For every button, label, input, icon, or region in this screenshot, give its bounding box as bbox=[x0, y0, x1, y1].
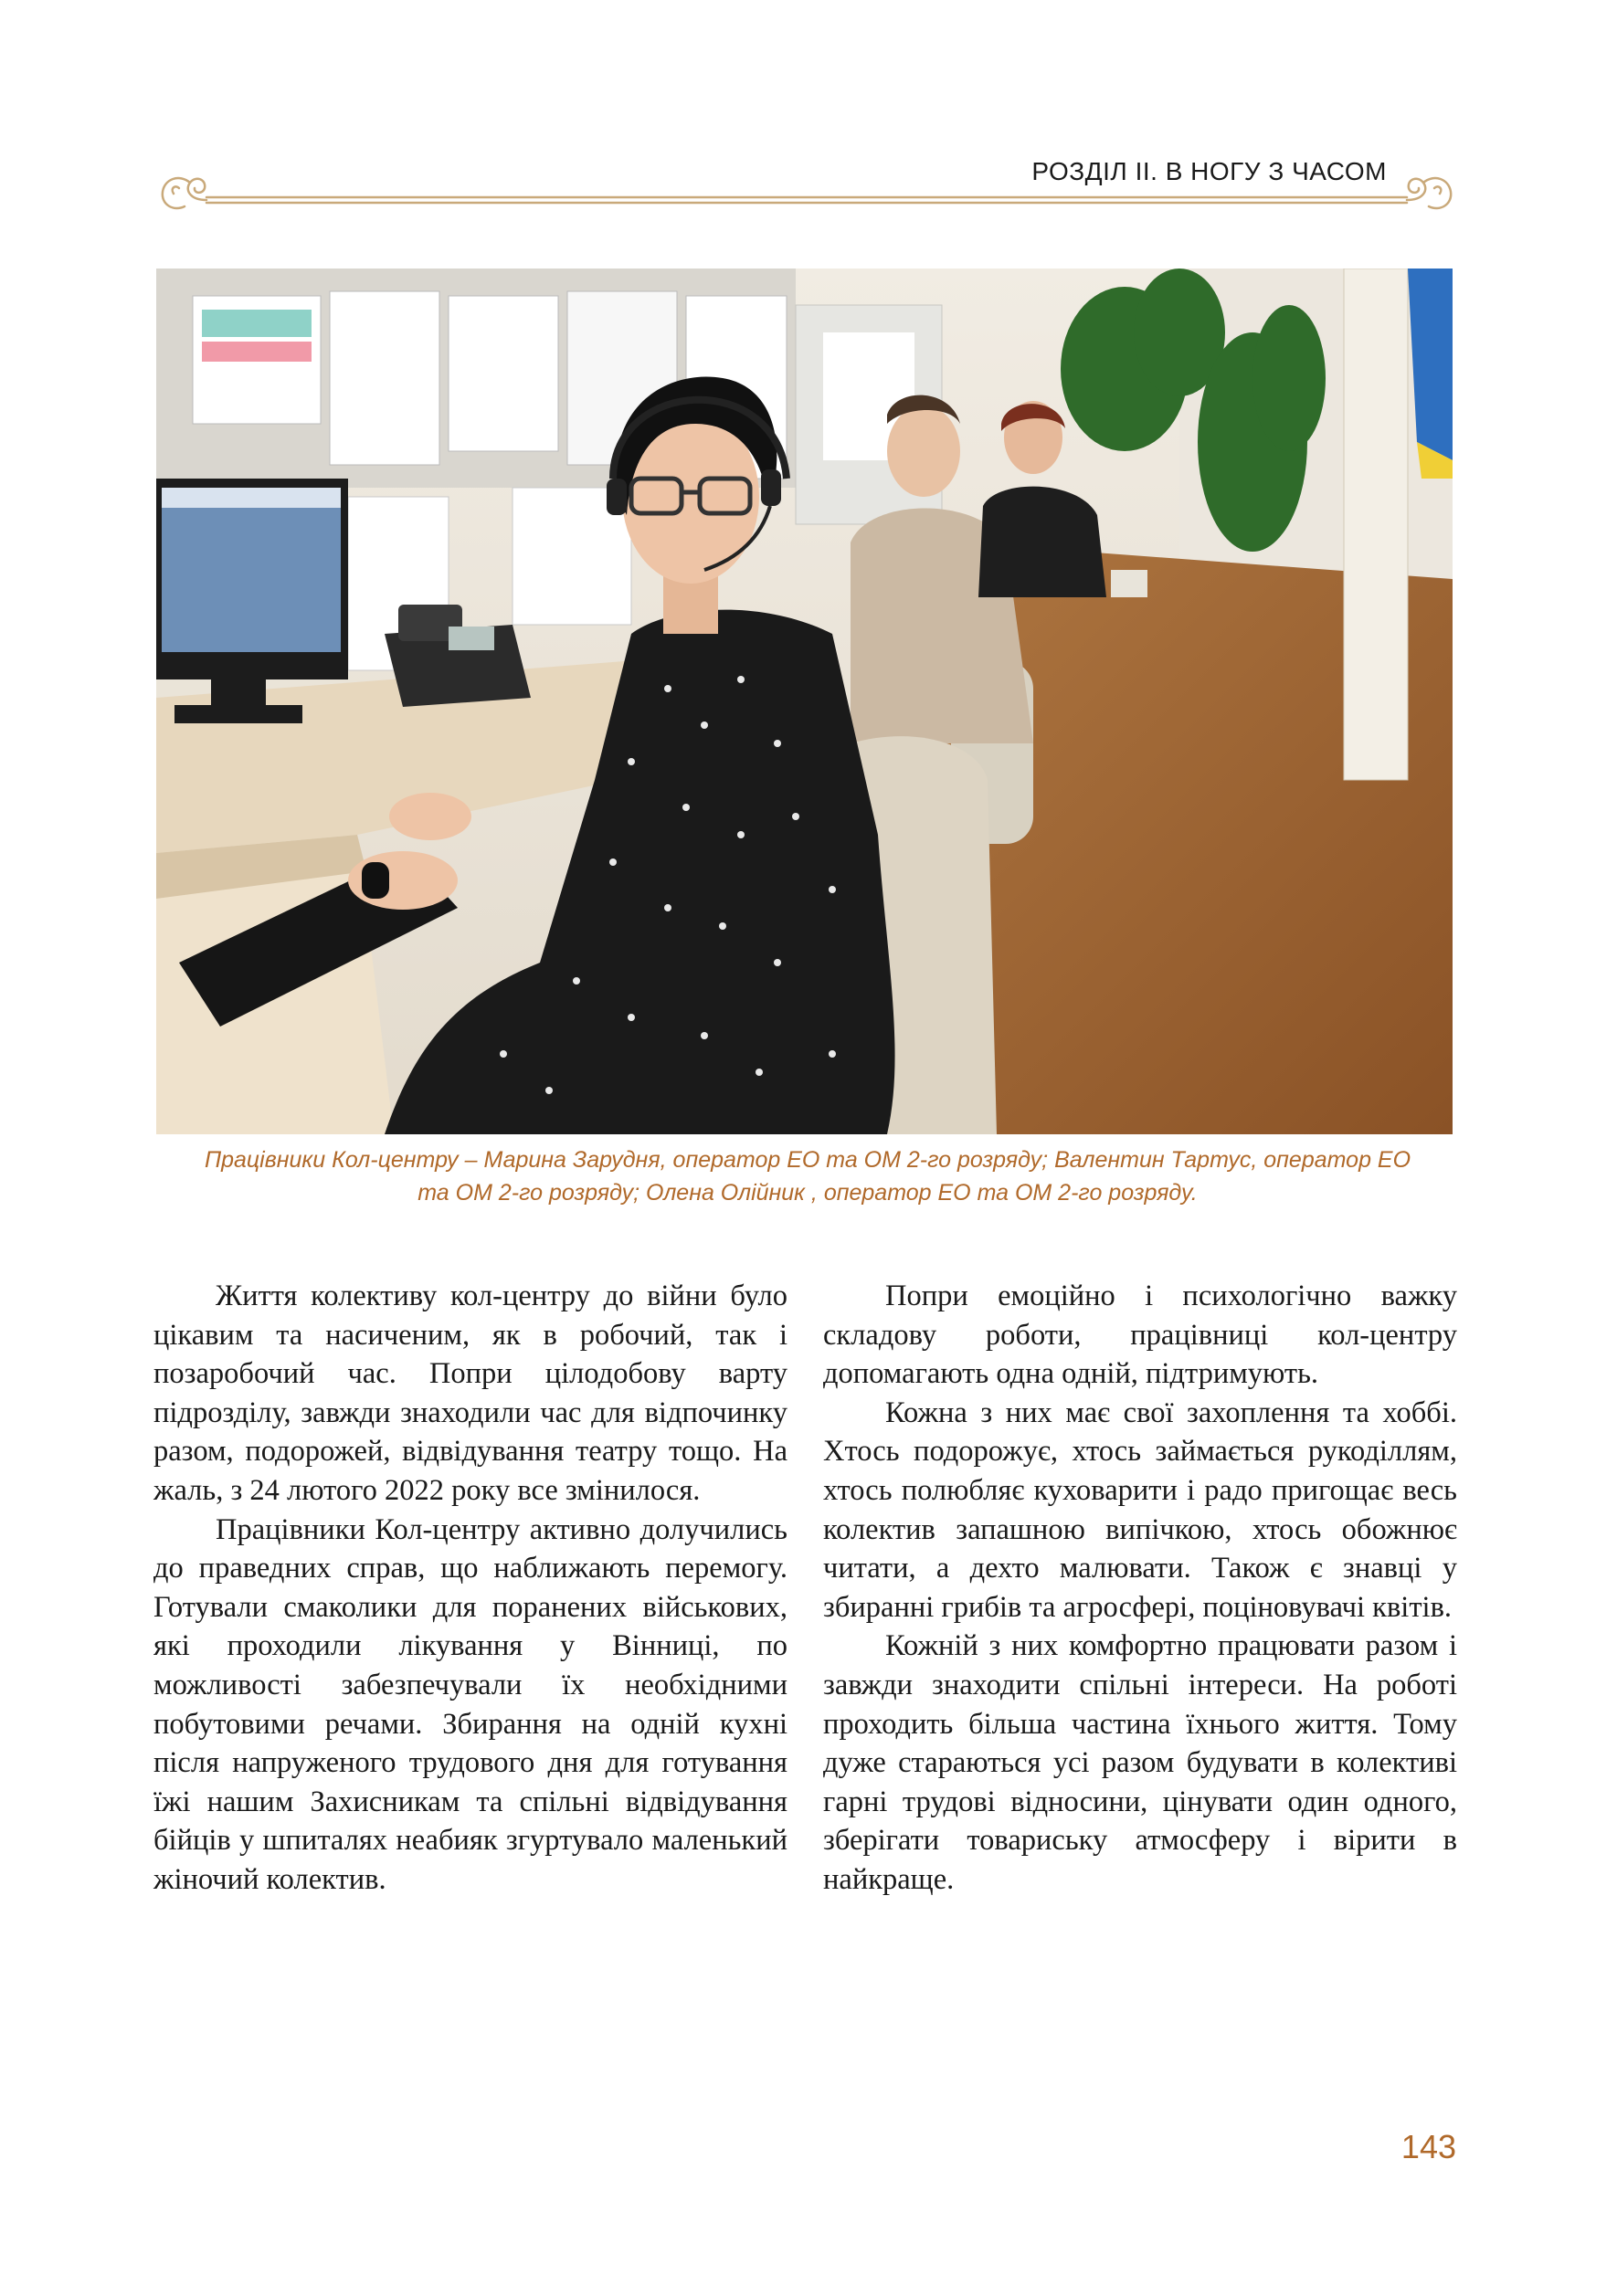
body-paragraph: Кожна з них має свої захоплення та хоббі. Хтось подорожує, хтось займається рукоділлям, хтось полюбляє куховарити і радо пригощає весь колектив запашною випічкою, хтось обожнює читати, а дехто малювати. Також є знавці у збиранні грибів та агросфері, поціновувачі квітів. bbox=[823, 1396, 1457, 1624]
photo-caption bbox=[153, 1143, 1462, 1209]
running-header bbox=[153, 146, 1462, 219]
call-center-photo bbox=[156, 269, 1453, 1134]
body-paragraph: Працівники Кол-центру активно долучились до праведних справ, що наближають перемогу. Готували смаколики для поранених військових, які проходили лікування у Вінниці, по можливості забезпечували їх необхідними побутовими речами. Збирання на одній кухні після напруженого трудового дня для готування їжі нашим Захисникам та спільні відвідування бійців у шпиталях неабияк згуртувало маленький жіночий колектив. bbox=[153, 1512, 787, 1896]
section-title: РОЗДІЛ ІІ. В НОГУ З ЧАСОМ bbox=[1031, 157, 1387, 185]
page-number: 143 bbox=[1400, 2128, 1456, 2165]
photo-caption-line-1: Працівники Кол-центру – Марина Зарудня, оператор ЕО та ОМ 2-го розряду; Валентин Тартус, оператор ЕО bbox=[204, 1147, 1411, 1173]
body-column-left bbox=[153, 1277, 787, 1900]
body-paragraph: Попри емоційно і психологічно важку складову роботи, працівниці кол-центру допомагають одна одній, підтримують. bbox=[823, 1280, 1457, 1391]
photo-illustration bbox=[156, 269, 1453, 1134]
body-paragraph: Кожній з них комфортно працювати разом і завжди знаходити спільні інтереси. На роботі проходить більша частина їхнього життя. Тому дуже стараються усі разом будувати в колективі гарні трудові відносини, цінувати один одного, зберігати товариську атмосферу і вірити в найкраще. bbox=[823, 1629, 1457, 1896]
body-column-right bbox=[823, 1277, 1457, 1900]
body-paragraph: Життя колективу кол-центру до війни було цікавим та насиченим, як в робочий, так і позаробочий час. Попри цілодобову варту підрозділу, завжди знаходили час для відпочинку разом, подорожей, відвідування театру тощо. На жаль, з 24 лютого 2022 року все змінилося. bbox=[153, 1280, 787, 1507]
photo-caption-line-2: та ОМ 2-го розряду; Олена Олійник , оператор ЕО та ОМ 2-го розряду. bbox=[417, 1180, 1198, 1206]
